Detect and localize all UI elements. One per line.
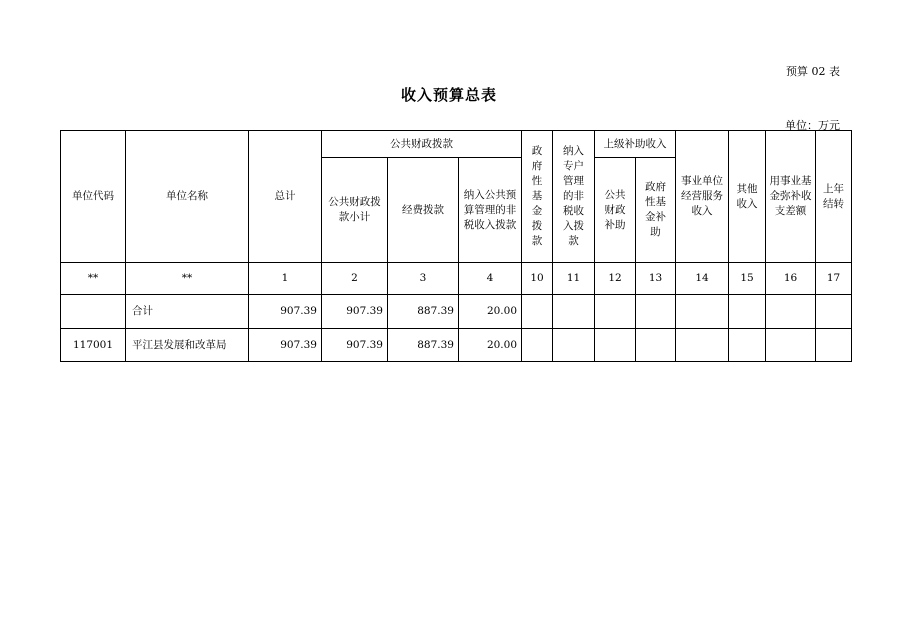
cell-empty xyxy=(766,295,816,329)
index-cell: ** xyxy=(61,263,126,295)
cell-unit-code xyxy=(61,295,126,329)
cell-empty xyxy=(816,329,852,362)
cell-total: 907.39 xyxy=(249,295,322,329)
index-cell: ** xyxy=(126,263,249,295)
index-cell: 12 xyxy=(595,263,636,295)
header-carryover: 上年结转 xyxy=(816,131,852,263)
index-cell: 10 xyxy=(522,263,553,295)
index-row xyxy=(61,263,852,295)
index-cell: 13 xyxy=(636,263,676,295)
cell-empty xyxy=(816,295,852,329)
cell-non-tax-into-public: 20.00 xyxy=(459,295,522,329)
cell-non-tax-into-public: 20.00 xyxy=(459,329,522,362)
header-superior-subsidy-group: 上级补助收入 xyxy=(595,131,676,158)
cell-empty xyxy=(522,329,553,362)
index-cell: 16 xyxy=(766,263,816,295)
header-unit-name: 单位名称 xyxy=(126,131,249,263)
header-non-tax-into-public: 纳入公共预算管理的非税收入拨款 xyxy=(459,158,522,263)
cell-empty xyxy=(595,329,636,362)
cell-empty xyxy=(676,295,729,329)
header-reserve-fund: 用事业基金弥补收支差额 xyxy=(766,131,816,263)
index-cell: 15 xyxy=(729,263,766,295)
index-cell: 11 xyxy=(553,263,595,295)
index-cell: 14 xyxy=(676,263,729,295)
cell-empty xyxy=(636,329,676,362)
cell-empty xyxy=(729,295,766,329)
cell-total: 907.39 xyxy=(249,329,322,362)
header-public-finance-subtotal: 公共财政拨款小计 xyxy=(322,158,388,263)
cell-empty xyxy=(729,329,766,362)
header-business-income: 事业单位经营服务收入 xyxy=(676,131,729,263)
page-title: 收入预算总表 xyxy=(400,86,497,104)
header-unit-code: 单位代码 xyxy=(61,131,126,263)
header-special-account: 纳入专户管理的非税收入拨款 xyxy=(553,131,595,263)
header-public-finance-subsidy: 公共财政补助 xyxy=(595,158,636,263)
income-budget-table xyxy=(60,130,852,362)
header-operating-funds: 经费拨款 xyxy=(388,158,459,263)
cell-empty xyxy=(553,295,595,329)
cell-empty xyxy=(522,295,553,329)
cell-empty xyxy=(636,295,676,329)
header-public-finance-group: 公共财政拨款 xyxy=(322,131,522,158)
cell-empty xyxy=(766,329,816,362)
form-number: 预算 02 表 xyxy=(786,65,840,78)
unit-label: 单位：万元 xyxy=(785,119,840,132)
header-gov-fund-subsidy: 政府性基金补助 xyxy=(636,158,676,263)
table-row-total xyxy=(61,295,852,329)
cell-operating-funds: 887.39 xyxy=(388,329,459,362)
cell-unit-name: 平江县发展和改革局 xyxy=(126,329,249,362)
index-cell: 2 xyxy=(322,263,388,295)
index-cell: 4 xyxy=(459,263,522,295)
cell-unit-code: 117001 xyxy=(61,329,126,362)
cell-public-finance-subtotal: 907.39 xyxy=(322,295,388,329)
header-total: 总计 xyxy=(249,131,322,263)
cell-empty xyxy=(553,329,595,362)
cell-unit-name: 合计 xyxy=(126,295,249,329)
cell-empty xyxy=(595,295,636,329)
index-cell: 3 xyxy=(388,263,459,295)
header-other-income: 其他收入 xyxy=(729,131,766,263)
cell-public-finance-subtotal: 907.39 xyxy=(322,329,388,362)
index-cell: 17 xyxy=(816,263,852,295)
header-gov-fund: 政府性基金拨款 xyxy=(522,131,553,263)
cell-operating-funds: 887.39 xyxy=(388,295,459,329)
cell-empty xyxy=(676,329,729,362)
table-row-unit xyxy=(61,329,852,362)
index-cell: 1 xyxy=(249,263,322,295)
